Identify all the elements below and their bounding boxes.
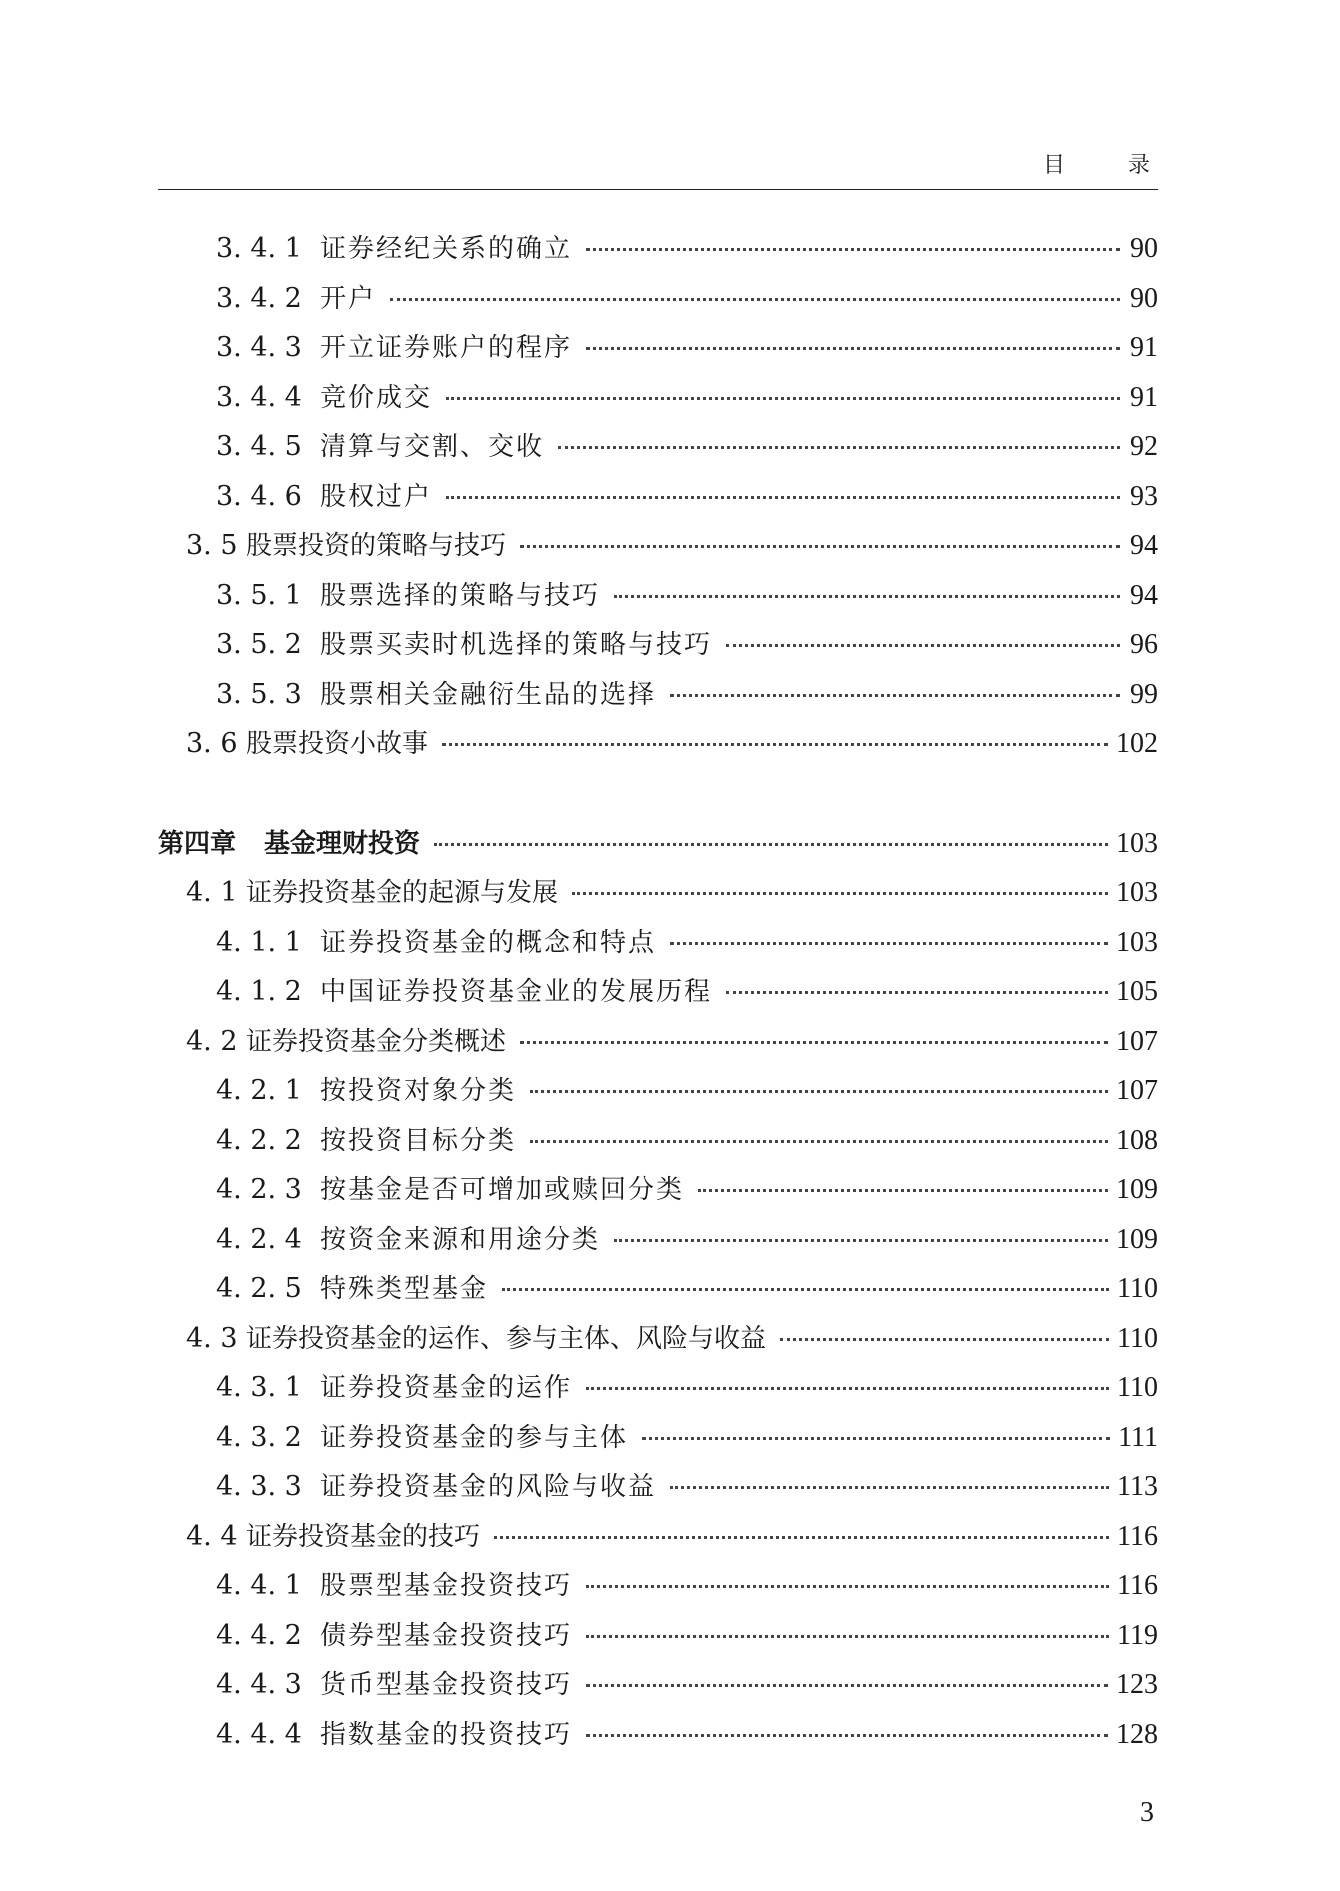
toc-entry-number: 4. 2. 2 bbox=[216, 1124, 302, 1156]
toc-entry bbox=[158, 1169, 1158, 1219]
running-header-title: 目 录 bbox=[1043, 153, 1178, 178]
toc-entry-title: 清算与交割、交收 bbox=[320, 432, 545, 462]
toc-dot-leader bbox=[494, 1536, 1109, 1539]
toc-entry-number: 3. 4. 3 bbox=[216, 332, 302, 363]
toc-entry-number: 3. 5 bbox=[186, 530, 238, 561]
toc-dot-leader bbox=[572, 892, 1108, 895]
toc-entry-page: 90 bbox=[1130, 233, 1158, 264]
toc-entry-title: 股票型基金投资技巧 bbox=[320, 1571, 573, 1601]
toc-entry-page: 107 bbox=[1116, 1075, 1158, 1106]
toc-entry-page: 107 bbox=[1116, 1025, 1158, 1057]
toc-entry bbox=[158, 1565, 1158, 1615]
toc-entry bbox=[158, 1318, 1158, 1368]
toc-entry bbox=[158, 1516, 1158, 1566]
toc-entry bbox=[158, 426, 1158, 476]
toc-entry-title: 特殊类型基金 bbox=[320, 1274, 489, 1304]
toc-entry-page: 94 bbox=[1130, 579, 1158, 611]
toc-entry-title: 证券投资基金的起源与发展 bbox=[246, 878, 559, 908]
toc-entry bbox=[158, 922, 1158, 972]
toc-entry-title: 证券投资基金的参与主体 bbox=[320, 1422, 629, 1453]
toc-entry-title: 按投资目标分类 bbox=[320, 1125, 517, 1156]
toc-entry-title: 股票买卖时机选择的策略与技巧 bbox=[320, 630, 713, 660]
toc-entry bbox=[158, 575, 1158, 625]
toc-entry bbox=[158, 872, 1158, 922]
toc-dot-leader bbox=[586, 1585, 1109, 1588]
toc-entry-number: 4. 4. 4 bbox=[216, 1718, 302, 1750]
toc-entry-title: 股票相关金融衍生品的选择 bbox=[320, 679, 657, 710]
page-number: 3 bbox=[1140, 1797, 1154, 1828]
toc-entry-number: 4. 2. 4 bbox=[216, 1223, 302, 1255]
toc-entry-page: 110 bbox=[1117, 1322, 1158, 1354]
toc-entry-page: 103 bbox=[1116, 827, 1158, 859]
toc-entry bbox=[158, 823, 1158, 873]
toc-entry-page: 92 bbox=[1130, 431, 1158, 462]
toc-dot-leader bbox=[502, 1288, 1109, 1291]
toc-entry-page: 110 bbox=[1117, 1372, 1158, 1403]
toc-entry-number: 第四章 bbox=[158, 828, 237, 859]
toc-entry bbox=[158, 723, 1158, 773]
toc-dot-leader bbox=[530, 1140, 1108, 1143]
toc-entry bbox=[158, 1021, 1158, 1071]
toc-entry-page: 91 bbox=[1130, 381, 1158, 413]
toc-entry-title: 股票选择的策略与技巧 bbox=[320, 580, 601, 611]
toc-entry-title: 股票投资小故事 bbox=[246, 729, 429, 759]
header-rule bbox=[158, 189, 1158, 190]
toc-entry-number: 4. 1. 2 bbox=[216, 976, 302, 1007]
toc-dot-leader bbox=[670, 942, 1108, 945]
toc-entry-title: 证券投资基金的概念和特点 bbox=[320, 927, 657, 958]
toc-entry-title: 证券经纪关系的确立 bbox=[320, 234, 573, 264]
toc-dot-leader bbox=[670, 694, 1120, 697]
toc-entry-title: 按基金是否可增加或赎回分类 bbox=[320, 1175, 685, 1205]
toc-dot-leader bbox=[586, 1387, 1109, 1390]
toc-entry-number: 3. 4. 1 bbox=[216, 233, 302, 264]
toc-entry-title: 证券投资基金的运作、参与主体、风险与收益 bbox=[246, 1323, 767, 1354]
toc-entry bbox=[158, 327, 1158, 377]
toc-entry-page: 116 bbox=[1117, 1570, 1158, 1601]
toc-entry-number: 4. 4. 3 bbox=[216, 1669, 302, 1700]
toc-dot-leader bbox=[586, 347, 1120, 350]
toc-dot-leader bbox=[390, 298, 1120, 301]
toc-entry-number: 4. 2 bbox=[186, 1025, 238, 1057]
toc-entry-title: 股票投资的策略与技巧 bbox=[246, 531, 507, 561]
toc-entry-page: 113 bbox=[1117, 1471, 1158, 1502]
toc-entry-page: 110 bbox=[1117, 1273, 1158, 1304]
toc-dot-leader bbox=[586, 1635, 1109, 1638]
toc-entry bbox=[158, 1615, 1158, 1665]
toc-entry bbox=[158, 1367, 1158, 1417]
toc-entry-number: 4. 3. 3 bbox=[216, 1471, 302, 1502]
toc-entry-title: 竞价成交 bbox=[320, 382, 433, 413]
toc-entry bbox=[158, 674, 1158, 724]
toc-entry-page: 99 bbox=[1130, 678, 1158, 710]
toc-entry-page: 90 bbox=[1130, 282, 1158, 314]
toc-entry-number: 4. 4. 1 bbox=[216, 1570, 302, 1601]
toc-entry bbox=[158, 1417, 1158, 1467]
toc-dot-leader bbox=[446, 496, 1120, 499]
toc-entry bbox=[158, 1664, 1158, 1714]
toc-dot-leader bbox=[520, 1041, 1108, 1044]
toc-entry-page: 119 bbox=[1117, 1619, 1158, 1651]
toc-entry-page: 108 bbox=[1116, 1124, 1158, 1156]
toc-entry-title: 开立证券账户的程序 bbox=[320, 333, 573, 363]
toc-entry-page: 102 bbox=[1116, 728, 1158, 759]
toc-dot-leader bbox=[726, 991, 1108, 994]
toc-entry-title: 中国证券投资基金业的发展历程 bbox=[320, 977, 713, 1007]
toc-dot-leader bbox=[586, 1684, 1108, 1687]
toc-entry-title: 证券投资基金分类概述 bbox=[246, 1026, 507, 1057]
toc-entry bbox=[158, 1714, 1158, 1764]
toc-dot-leader bbox=[642, 1437, 1110, 1440]
toc-entry bbox=[158, 1120, 1158, 1170]
toc-entry-page: 93 bbox=[1130, 480, 1158, 512]
toc-entry-page: 105 bbox=[1116, 976, 1158, 1007]
toc-entry bbox=[158, 1070, 1158, 1120]
toc-entry-title: 基金理财投资 bbox=[264, 828, 421, 859]
toc-entry-page: 111 bbox=[1118, 1421, 1158, 1453]
toc-entry bbox=[158, 228, 1158, 278]
toc-dot-leader bbox=[780, 1338, 1109, 1341]
toc-entry bbox=[158, 1466, 1158, 1516]
toc-entry bbox=[158, 624, 1158, 674]
toc-entry-title: 债券型基金投资技巧 bbox=[320, 1620, 573, 1651]
toc-dot-leader bbox=[586, 248, 1120, 251]
toc-entry bbox=[158, 278, 1158, 328]
toc-entry-number: 4. 2. 5 bbox=[216, 1273, 302, 1304]
toc-entry bbox=[158, 1268, 1158, 1318]
toc-entry-page: 91 bbox=[1130, 332, 1158, 363]
toc-entry-number: 3. 4. 4 bbox=[216, 381, 302, 413]
toc-entry-page: 96 bbox=[1130, 629, 1158, 660]
toc-dot-leader bbox=[558, 446, 1120, 449]
toc-entry-title: 开户 bbox=[320, 283, 377, 314]
toc-entry-page: 116 bbox=[1117, 1520, 1158, 1552]
toc-entry bbox=[158, 377, 1158, 427]
toc-entry-number: 3. 5. 2 bbox=[216, 629, 302, 660]
toc-dot-leader bbox=[586, 1734, 1108, 1737]
toc-entry-number: 3. 5. 3 bbox=[216, 678, 302, 710]
toc-entry bbox=[158, 1219, 1158, 1269]
toc-entry-page: 103 bbox=[1116, 926, 1158, 958]
toc-dot-leader bbox=[434, 843, 1108, 846]
toc-entry-page: 128 bbox=[1116, 1718, 1158, 1750]
toc-dot-leader bbox=[698, 1189, 1108, 1192]
toc-dot-leader bbox=[520, 545, 1120, 548]
toc-entry-number: 4. 2. 1 bbox=[216, 1075, 302, 1106]
toc-entry-number: 3. 5. 1 bbox=[216, 579, 302, 611]
toc-dot-leader bbox=[442, 743, 1108, 746]
toc-dot-leader bbox=[446, 397, 1120, 400]
toc-entry-page: 123 bbox=[1116, 1669, 1158, 1700]
toc-entry-title: 按投资对象分类 bbox=[320, 1076, 517, 1106]
toc-entry-title: 货币型基金投资技巧 bbox=[320, 1670, 573, 1700]
toc-entry-page: 94 bbox=[1130, 530, 1158, 561]
toc-entry-title: 指数基金的投资技巧 bbox=[320, 1719, 573, 1750]
toc-entry bbox=[158, 476, 1158, 526]
toc-entry-number: 4. 2. 3 bbox=[216, 1174, 302, 1205]
toc-entry-number: 4. 1. 1 bbox=[216, 926, 302, 958]
toc-entry-page: 103 bbox=[1116, 877, 1158, 908]
toc-entry-title: 证券投资基金的风险与收益 bbox=[320, 1472, 657, 1502]
toc-entry-number: 4. 3 bbox=[186, 1322, 238, 1354]
toc-entry-title: 股权过户 bbox=[320, 481, 433, 512]
table-of-contents bbox=[158, 228, 1158, 1763]
toc-entry-number: 3. 4. 6 bbox=[216, 480, 302, 512]
toc-dot-leader bbox=[614, 1239, 1108, 1242]
toc-dot-leader bbox=[726, 644, 1120, 647]
toc-entry-number: 4. 4. 2 bbox=[216, 1619, 302, 1651]
toc-dot-leader bbox=[614, 595, 1120, 598]
toc-entry-title: 证券投资基金的技巧 bbox=[246, 1521, 481, 1552]
toc-dot-leader bbox=[670, 1486, 1109, 1489]
toc-entry-number: 4. 4 bbox=[186, 1520, 238, 1552]
toc-dot-leader bbox=[530, 1090, 1108, 1093]
toc-entry-page: 109 bbox=[1116, 1223, 1158, 1255]
toc-entry-title: 证券投资基金的运作 bbox=[320, 1373, 573, 1403]
toc-entry-number: 4. 3. 1 bbox=[216, 1372, 302, 1403]
toc-entry-title: 按资金来源和用途分类 bbox=[320, 1224, 601, 1255]
toc-entry-number: 3. 6 bbox=[186, 728, 238, 759]
toc-entry bbox=[158, 971, 1158, 1021]
toc-entry-number: 4. 1 bbox=[186, 877, 238, 908]
toc-entry-number: 3. 4. 2 bbox=[216, 282, 302, 314]
toc-entry bbox=[158, 525, 1158, 575]
toc-entry-number: 4. 3. 2 bbox=[216, 1421, 302, 1453]
toc-entry-page: 109 bbox=[1116, 1174, 1158, 1205]
toc-entry-number: 3. 4. 5 bbox=[216, 431, 302, 462]
